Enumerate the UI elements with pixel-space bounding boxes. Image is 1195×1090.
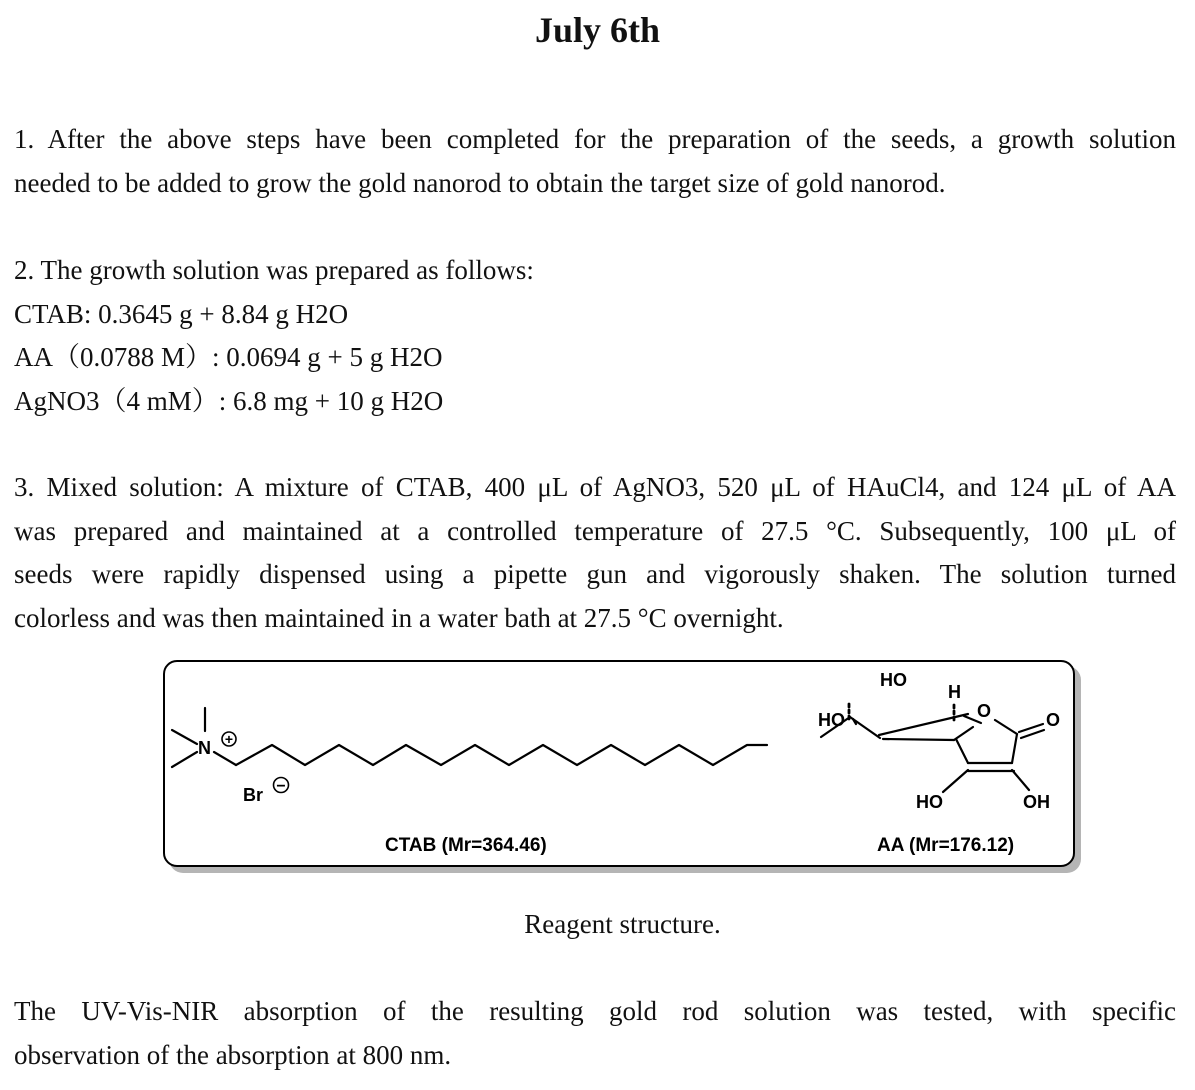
aa-left-hydroxyl: HO [818, 710, 845, 730]
paragraph-3-line-2: was prepared and maintained at a controlled temperature of 27.5 °C. Subsequently, 100 μL of [14, 515, 1176, 546]
reagent-structure-drawing [163, 660, 1075, 867]
aa-bottom-left-hydroxyl: HO [916, 792, 943, 812]
paragraph-1-line-1: 1. After the above steps have been completed for the preparation of the seeds, a growth solution [14, 124, 1176, 154]
nitrogen-atom-label: N [198, 738, 211, 758]
paragraph-4-line-2: observation of the absorption at 800 nm. [14, 1039, 452, 1070]
aa-carbonyl-oxygen: O [1046, 710, 1061, 730]
paragraph-3-line-3: seeds were rapidly dispensed using a pipette gun and vigorously shaken. The solution turned [14, 559, 1176, 590]
ctab-structure [172, 708, 767, 793]
recipe-ctab: CTAB: 0.3645 g + 8.84 g H2O [14, 298, 349, 329]
figure-caption: Reagent structure. [524, 909, 721, 939]
paragraph-3 [14, 466, 1176, 641]
ascorbic-acid-structure [821, 703, 1044, 792]
page-title: July 6th [534, 10, 661, 50]
ctab-label: CTAB (Mr=364.46) [385, 835, 547, 856]
recipe-agno3: AgNO3（4 mM）: 6.8 mg + 10 g H2O [14, 386, 444, 417]
paragraph-1 [14, 118, 1176, 205]
aa-label: AA (Mr=176.12) [877, 835, 1015, 856]
aa-hydrogen: H [948, 682, 961, 702]
negative-charge-sign: − [276, 778, 286, 795]
paragraph-4-line-1: The UV-Vis-NIR absorption of the resulting gold rod solution was tested, with specific [14, 996, 1176, 1026]
paragraph-4 [14, 990, 1176, 1077]
aa-ring-oxygen: O [977, 701, 992, 721]
aa-top-hydroxyl: HO [880, 670, 907, 690]
paragraph-3-line-4: colorless and was then maintained in a water bath at 27.5 °C overnight. [14, 603, 784, 634]
growth-solution-intro: 2. The growth solution was prepared as follows: [14, 255, 534, 285]
aa-bottom-right-hydroxyl: OH [1023, 792, 1050, 812]
paragraph-2 [14, 249, 1176, 424]
positive-charge-sign: + [224, 731, 234, 747]
paragraph-1-line-2: needed to be added to grow the gold nanorod to obtain the target size of gold nanorod. [14, 167, 946, 198]
bromide-label: Br [243, 785, 264, 805]
recipe-aa: AA（0.0788 M）: 0.0694 g + 5 g H2O [14, 342, 443, 373]
paragraph-3-line-1: 3. Mixed solution: A mixture of CTAB, 400 μL of AgNO3, 520 μL of HAuCl4, and 124 μL of AA [14, 472, 1176, 502]
